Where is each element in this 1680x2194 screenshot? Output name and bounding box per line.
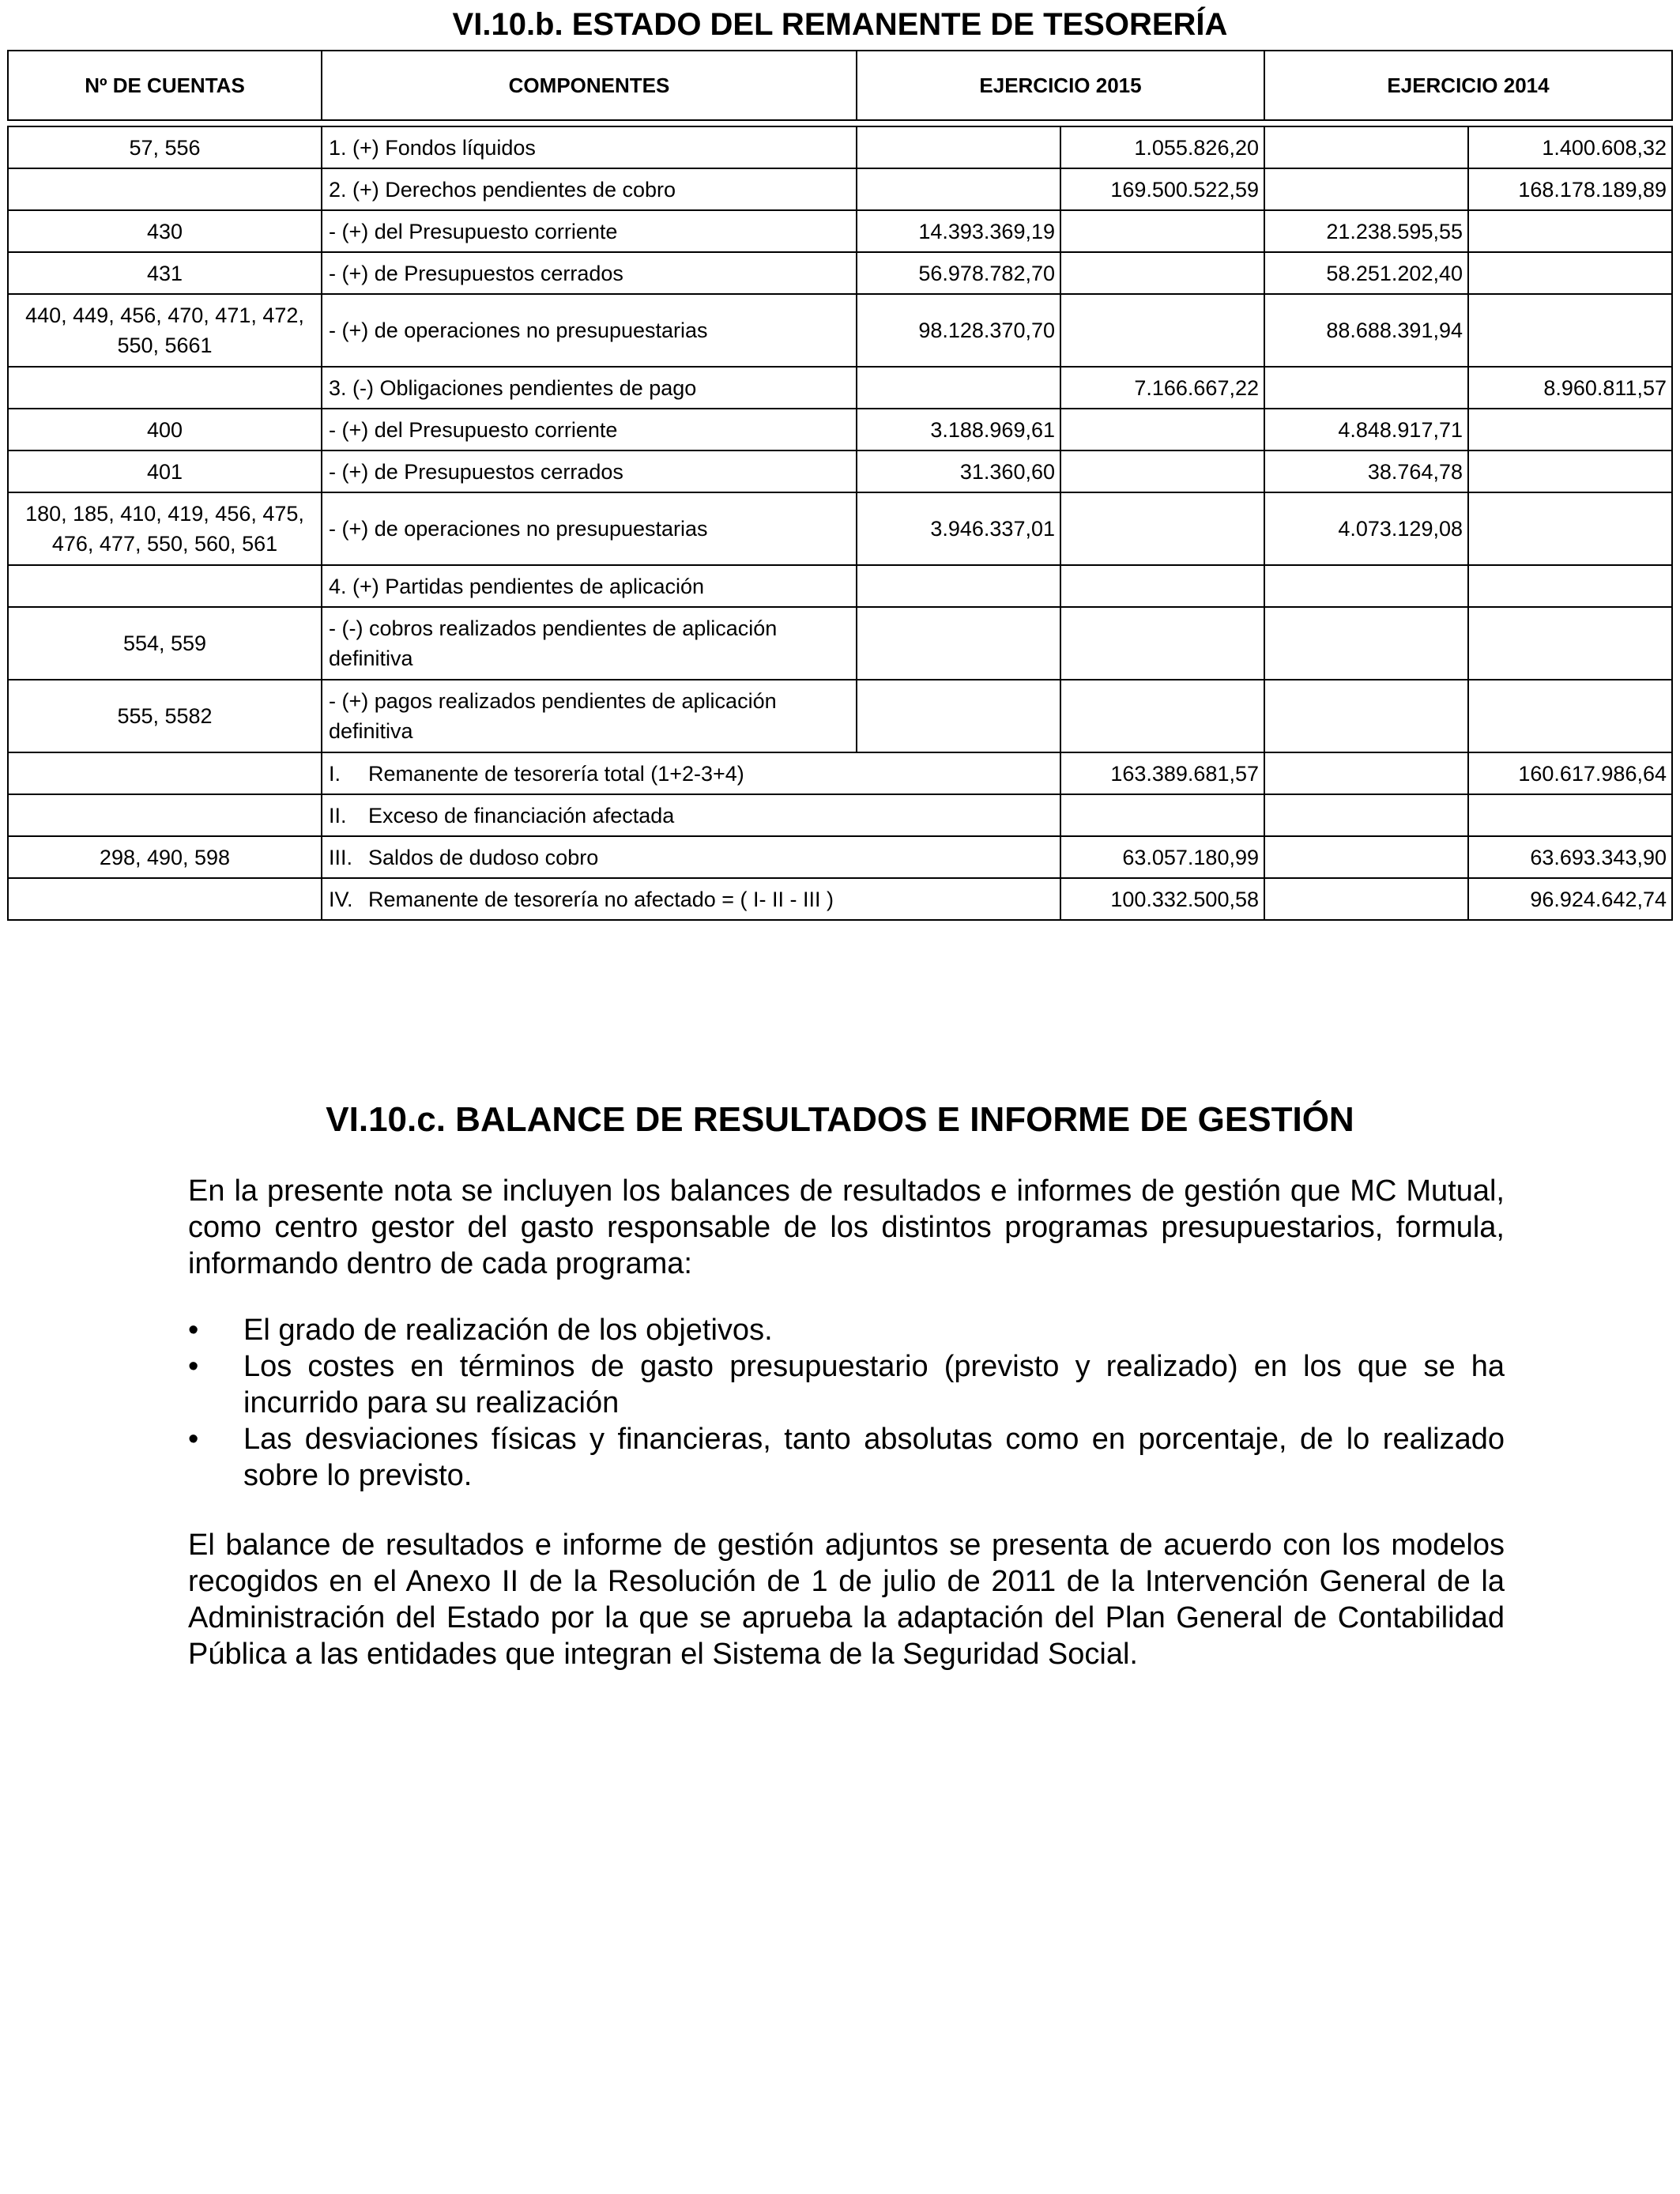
value-2014-detail xyxy=(1264,565,1468,607)
bullet-icon: • xyxy=(188,1423,199,1456)
component-cell: - (+) de operaciones no presupuestarias xyxy=(322,294,857,367)
bullet-icon: • xyxy=(188,1350,199,1383)
value-2015-total: 1.055.826,20 xyxy=(1060,126,1264,168)
total-label: Remanente de tesorería no afectado = ( I- II - III ) xyxy=(368,887,834,911)
total-label-cell xyxy=(322,794,1060,836)
header-ejercicio-2014: EJERCICIO 2014 xyxy=(1264,51,1672,120)
table-row xyxy=(8,294,1672,367)
account-cell: 400 xyxy=(8,409,322,450)
body-text xyxy=(188,1173,1505,1672)
account-cell: 440, 449, 456, 470, 471, 472, 550, 5661 xyxy=(8,294,322,367)
total-label: Exceso de financiación afectada xyxy=(368,803,675,827)
value-2015-detail: 56.978.782,70 xyxy=(857,252,1060,294)
value-2014-total xyxy=(1468,294,1672,367)
header-cuentas: Nº DE CUENTAS xyxy=(8,51,322,120)
component-cell: - (+) de Presupuestos cerrados xyxy=(322,450,857,492)
value-2015-total xyxy=(1060,492,1264,565)
value-2015-detail: 3.188.969,61 xyxy=(857,409,1060,450)
closing-paragraph: El balance de resultados e informe de gestión adjuntos se presenta de acuerdo con los modelos recogidos en el Anexo II de la Resolución de 1 de julio de 2011 de la Intervención General de la Administración del Estado por la que se aprueba la adaptación del Plan General de Contabilidad Pública a las entidades que integran el Sistema de la Seguridad Social. xyxy=(188,1529,1505,1671)
value-2014-detail: 4.073.129,08 xyxy=(1264,492,1468,565)
total-label-cell xyxy=(322,836,1060,878)
table-row xyxy=(8,607,1672,680)
header-ejercicio-2015: EJERCICIO 2015 xyxy=(857,51,1264,120)
value-2015-total: 163.389.681,57 xyxy=(1060,752,1264,794)
value-2014-total xyxy=(1468,680,1672,752)
table-row xyxy=(8,252,1672,294)
table-row xyxy=(8,367,1672,409)
value-2015-total: 7.166.667,22 xyxy=(1060,367,1264,409)
value-2014-total xyxy=(1468,210,1672,252)
value-2015-detail: 98.128.370,70 xyxy=(857,294,1060,367)
account-cell: 401 xyxy=(8,450,322,492)
header-componentes: COMPONENTES xyxy=(322,51,857,120)
account-cell: 431 xyxy=(8,252,322,294)
list-item-text: El grado de realización de los objetivos. xyxy=(243,1314,773,1347)
value-2014-detail: 58.251.202,40 xyxy=(1264,252,1468,294)
value-2014-detail: 4.848.917,71 xyxy=(1264,409,1468,450)
value-2015-total: 63.057.180,99 xyxy=(1060,836,1264,878)
roman-numeral: I. xyxy=(329,761,341,786)
account-cell: 554, 559 xyxy=(8,607,322,680)
value-2015-total xyxy=(1060,607,1264,680)
roman-numeral: IV. xyxy=(329,887,353,911)
value-2014-total: 8.960.811,57 xyxy=(1468,367,1672,409)
account-cell xyxy=(8,565,322,607)
value-2014-total: 168.178.189,89 xyxy=(1468,168,1672,210)
list-item xyxy=(188,1421,1505,1494)
section-title-balance: VI.10.c. BALANCE DE RESULTADOS E INFORME DE GESTIÓN xyxy=(326,1100,1354,1139)
component-cell: - (-) cobros realizados pendientes de aplicación definitiva xyxy=(322,607,857,680)
component-cell: - (+) del Presupuesto corriente xyxy=(322,409,857,450)
value-2014-total xyxy=(1468,450,1672,492)
value-2014-detail xyxy=(1264,794,1468,836)
value-2014-detail xyxy=(1264,680,1468,752)
value-2015-total xyxy=(1060,210,1264,252)
component-cell: 3. (-) Obligaciones pendientes de pago xyxy=(322,367,857,409)
table-row xyxy=(8,210,1672,252)
table-row xyxy=(8,680,1672,752)
value-2014-detail: 21.238.595,55 xyxy=(1264,210,1468,252)
total-row xyxy=(8,752,1672,794)
component-cell: - (+) pagos realizados pendientes de aplicación definitiva xyxy=(322,680,857,752)
total-row xyxy=(8,836,1672,878)
account-cell: 57, 556 xyxy=(8,126,322,168)
bullet-icon: • xyxy=(188,1314,199,1347)
value-2015-total: 169.500.522,59 xyxy=(1060,168,1264,210)
value-2015-total xyxy=(1060,294,1264,367)
table-header-row xyxy=(8,51,1672,120)
value-2014-detail xyxy=(1264,126,1468,168)
component-cell: 4. (+) Partidas pendientes de aplicación xyxy=(322,565,857,607)
value-2015-detail xyxy=(857,680,1060,752)
value-2015-detail xyxy=(857,126,1060,168)
bullet-list xyxy=(188,1312,1505,1494)
value-2015-detail: 14.393.369,19 xyxy=(857,210,1060,252)
table-row xyxy=(8,126,1672,168)
table-row xyxy=(8,168,1672,210)
value-2014-detail: 88.688.391,94 xyxy=(1264,294,1468,367)
header-spacer xyxy=(8,120,1672,126)
value-2015-detail: 31.360,60 xyxy=(857,450,1060,492)
total-row xyxy=(8,878,1672,920)
component-cell: - (+) de operaciones no presupuestarias xyxy=(322,492,857,565)
table-row xyxy=(8,409,1672,450)
roman-numeral: II. xyxy=(329,803,347,827)
value-2014-detail xyxy=(1264,836,1468,878)
list-item xyxy=(188,1312,1505,1348)
intro-paragraph: En la presente nota se incluyen los balances de resultados e informes de gestión que MC Mutual, como centro gestor del gasto responsable de los distintos programas presupuestarios, formula, informando dentro de cada programa: xyxy=(188,1174,1505,1280)
table-row xyxy=(8,565,1672,607)
value-2015-detail xyxy=(857,367,1060,409)
value-2014-detail xyxy=(1264,367,1468,409)
component-cell: 2. (+) Derechos pendientes de cobro xyxy=(322,168,857,210)
value-2014-total: 160.617.986,64 xyxy=(1468,752,1672,794)
value-2014-detail xyxy=(1264,752,1468,794)
account-cell: 298, 490, 598 xyxy=(8,836,322,878)
value-2014-detail: 38.764,78 xyxy=(1264,450,1468,492)
remanente-table xyxy=(7,50,1673,921)
value-2014-total xyxy=(1468,565,1672,607)
component-cell: - (+) de Presupuestos cerrados xyxy=(322,252,857,294)
component-cell: - (+) del Presupuesto corriente xyxy=(322,210,857,252)
section-title-remanente: VI.10.b. ESTADO DEL REMANENTE DE TESORERÍA xyxy=(452,7,1228,42)
table-row xyxy=(8,450,1672,492)
roman-numeral: III. xyxy=(329,845,353,869)
value-2015-total xyxy=(1060,794,1264,836)
value-2015-detail xyxy=(857,168,1060,210)
total-label-cell xyxy=(322,878,1060,920)
value-2015-detail xyxy=(857,607,1060,680)
value-2014-total xyxy=(1468,252,1672,294)
account-cell: 430 xyxy=(8,210,322,252)
value-2015-total xyxy=(1060,450,1264,492)
total-label: Saldos de dudoso cobro xyxy=(368,845,599,869)
value-2015-total: 100.332.500,58 xyxy=(1060,878,1264,920)
value-2014-detail xyxy=(1264,607,1468,680)
account-cell xyxy=(8,367,322,409)
value-2014-detail xyxy=(1264,168,1468,210)
value-2014-total: 96.924.642,74 xyxy=(1468,878,1672,920)
value-2015-total xyxy=(1060,565,1264,607)
value-2015-detail: 3.946.337,01 xyxy=(857,492,1060,565)
total-row xyxy=(8,794,1672,836)
value-2015-total xyxy=(1060,680,1264,752)
value-2015-detail xyxy=(857,565,1060,607)
account-cell xyxy=(8,878,322,920)
value-2014-total: 1.400.608,32 xyxy=(1468,126,1672,168)
component-cell: 1. (+) Fondos líquidos xyxy=(322,126,857,168)
value-2015-total xyxy=(1060,409,1264,450)
table-row xyxy=(8,492,1672,565)
account-cell xyxy=(8,752,322,794)
value-2014-total xyxy=(1468,794,1672,836)
value-2014-total: 63.693.343,90 xyxy=(1468,836,1672,878)
account-cell: 555, 5582 xyxy=(8,680,322,752)
list-item xyxy=(188,1348,1505,1421)
value-2015-total xyxy=(1060,252,1264,294)
total-label-cell xyxy=(322,752,1060,794)
account-cell xyxy=(8,794,322,836)
total-label: Remanente de tesorería total (1+2-3+4) xyxy=(368,761,744,786)
value-2014-total xyxy=(1468,409,1672,450)
value-2014-total xyxy=(1468,607,1672,680)
value-2014-detail xyxy=(1264,878,1468,920)
list-item-text: Los costes en términos de gasto presupuestario (previsto y realizado) en los que se ha incurrido para su realización xyxy=(243,1350,1505,1419)
list-item-text: Las desviaciones físicas y financieras, tanto absolutas como en porcentaje, de lo realizado sobre lo previsto. xyxy=(243,1423,1505,1492)
account-cell: 180, 185, 410, 419, 456, 475, 476, 477, 550, 560, 561 xyxy=(8,492,322,565)
account-cell xyxy=(8,168,322,210)
value-2014-total xyxy=(1468,492,1672,565)
